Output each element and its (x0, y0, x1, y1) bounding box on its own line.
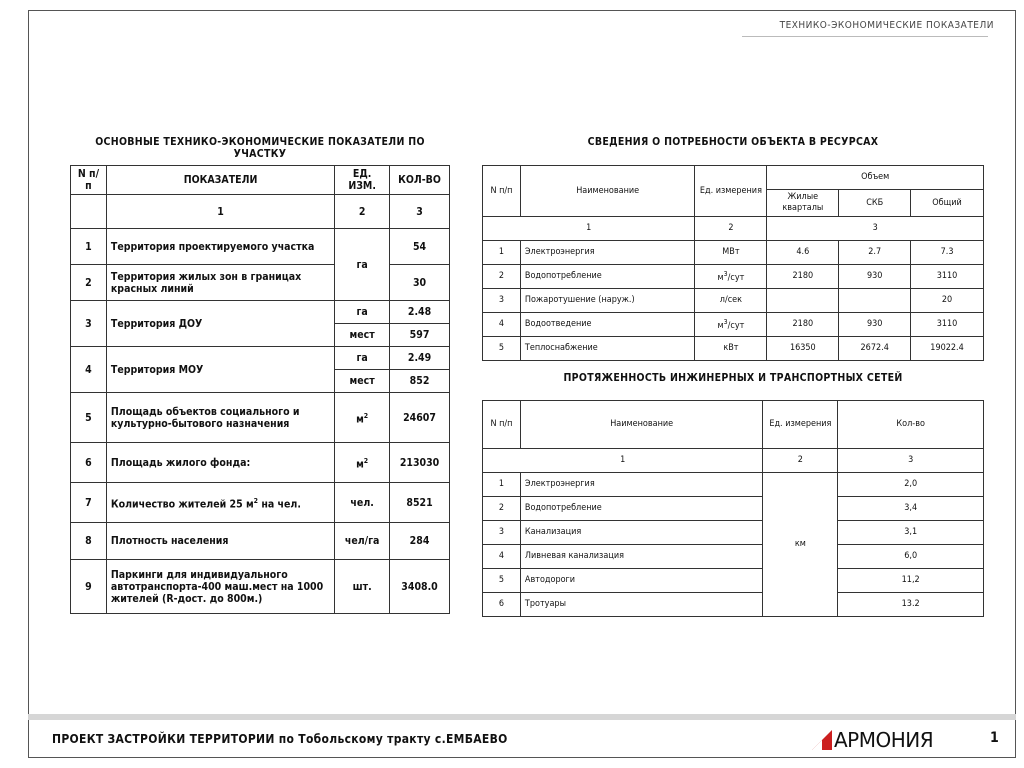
unit-cell: км (763, 473, 838, 617)
table-row (483, 241, 984, 265)
table-header-row (483, 401, 984, 449)
col-indicator-header: ПОКАЗАТЕЛИ (106, 166, 334, 195)
table-row (483, 497, 984, 521)
col-number-header: N п/п (483, 401, 521, 449)
title-block-band (28, 714, 1016, 720)
logo-triangle-icon (812, 730, 832, 750)
main-indicators-table (70, 165, 450, 614)
value-cell: 284 (390, 523, 450, 560)
project-title: ПРОЕКТ ЗАСТРОЙКИ ТЕРРИТОРИИ по Тобольскому тракту с.ЕМБАЕВО (52, 732, 508, 746)
table-index-row (483, 449, 984, 473)
unit-cell (335, 393, 390, 443)
value-cell: 930 (839, 313, 911, 337)
row-number: 9 (71, 560, 107, 614)
value-cell: 3,1 (838, 521, 984, 545)
row-number: 3 (71, 301, 107, 347)
unit-cell: га (335, 347, 390, 370)
unit-text: м (356, 458, 364, 471)
index-cell: 3 (390, 195, 450, 229)
indicator-name-text: Количество жителей 25 м (110, 498, 254, 511)
table-row (483, 521, 984, 545)
index-cell: 1 (106, 195, 334, 229)
unit-cell: МВт (695, 241, 767, 265)
row-number: 1 (71, 229, 107, 265)
network-name: Автодороги (520, 569, 763, 593)
row-number: 4 (71, 347, 107, 393)
table-row (71, 443, 450, 483)
unit-superscript: 2 (363, 456, 369, 465)
col-quantity-header: Кол-во (838, 401, 984, 449)
table-row (483, 265, 984, 289)
resources-table (482, 165, 984, 361)
indicator-name: Плотность населения (106, 523, 334, 560)
table-row (71, 229, 450, 265)
row-number: 5 (483, 569, 521, 593)
network-name: Ливневая канализация (520, 545, 763, 569)
row-number: 2 (71, 265, 107, 301)
table-header-row (483, 166, 984, 190)
table-row (71, 523, 450, 560)
indicator-name: Территория проектируемого участка (106, 229, 334, 265)
row-number: 2 (483, 497, 521, 521)
value-cell: 2672.4 (839, 337, 911, 361)
unit-text: м (717, 273, 724, 283)
col-total-header: Общий (911, 190, 984, 217)
row-number: 6 (483, 593, 521, 617)
index-cell: 1 (483, 449, 763, 473)
value-cell: 213030 (390, 443, 450, 483)
table-row (483, 473, 984, 497)
value-cell: 2180 (767, 313, 839, 337)
row-number: 5 (71, 393, 107, 443)
value-cell (767, 289, 839, 313)
value-cell: 2,0 (838, 473, 984, 497)
value-cell: 2.48 (390, 301, 450, 324)
unit-cell: мест (335, 324, 390, 347)
value-cell: 2180 (767, 265, 839, 289)
unit-text: м (356, 413, 364, 426)
unit-cell: мест (335, 370, 390, 393)
table-row (71, 301, 450, 324)
row-number: 1 (483, 473, 521, 497)
row-number: 7 (71, 483, 107, 523)
networks-table (482, 400, 984, 617)
value-cell: 8521 (390, 483, 450, 523)
unit-cell: чел. (335, 483, 390, 523)
network-name: Водопотребление (520, 497, 763, 521)
value-cell: 3408.0 (390, 560, 450, 614)
value-cell: 54 (390, 229, 450, 265)
table-row (483, 593, 984, 617)
unit-cell: га (335, 301, 390, 324)
table1-caption: ОСНОВНЫЕ ТЕХНИКО-ЭКОНОМИЧЕСКИЕ ПОКАЗАТЕЛИ ПО УЧАСТКУ (95, 136, 425, 160)
table-index-row (483, 217, 984, 241)
indicator-superscript: 2 (253, 496, 259, 505)
value-cell: 19022.4 (911, 337, 984, 361)
unit-cell: кВт (695, 337, 767, 361)
value-cell: 24607 (390, 393, 450, 443)
company-logo (812, 726, 933, 754)
value-cell: 7.3 (911, 241, 984, 265)
row-number: 4 (483, 545, 521, 569)
row-number: 3 (483, 289, 521, 313)
unit-cell (695, 265, 767, 289)
unit-cell: л/сек (695, 289, 767, 313)
indicator-name: Территория МОУ (106, 347, 334, 393)
resource-name: Водопотребление (520, 265, 695, 289)
unit-superscript: 2 (363, 411, 369, 420)
table-row (483, 337, 984, 361)
table-row (71, 265, 450, 301)
col-skb-header: СКБ (839, 190, 911, 217)
col-unit-header: ЕД. ИЗМ. (335, 166, 390, 195)
indicator-name: Территория ДОУ (106, 301, 334, 347)
col-name-header: Наименование (520, 401, 763, 449)
network-name: Тротуары (520, 593, 763, 617)
resource-name: Теплоснабжение (520, 337, 695, 361)
unit-text: м (717, 321, 724, 331)
table2-caption: СВЕДЕНИЯ О ПОТРЕБНОСТИ ОБЪЕКТА В РЕСУРСАХ (587, 136, 879, 148)
unit-text: /сут (727, 273, 745, 283)
value-cell: 597 (390, 324, 450, 347)
index-cell: 2 (763, 449, 838, 473)
network-name: Электроэнергия (520, 473, 763, 497)
value-cell: 13.2 (838, 593, 984, 617)
network-name: Канализация (520, 521, 763, 545)
col-residential-header: Жилые кварталы (767, 190, 839, 217)
unit-text: /сут (727, 321, 745, 331)
indicator-name: Территория жилых зон в границах красных линий (106, 265, 334, 301)
row-number: 4 (483, 313, 521, 337)
value-cell: 6,0 (838, 545, 984, 569)
table-row (71, 347, 450, 370)
index-cell: 3 (767, 217, 984, 241)
sheet-title: ТЕХНИКО-ЭКОНОМИЧЕСКИЕ ПОКАЗАТЕЛИ (779, 20, 994, 31)
col-unit-header: Ед. измерения (695, 166, 767, 217)
table-row (483, 313, 984, 337)
indicator-name (106, 483, 334, 523)
table-row (71, 393, 450, 443)
value-cell: 930 (839, 265, 911, 289)
unit-cell (335, 443, 390, 483)
value-cell: 2.49 (390, 347, 450, 370)
col-number-header: N п/п (483, 166, 521, 217)
index-cell: 3 (838, 449, 984, 473)
row-number: 6 (71, 443, 107, 483)
unit-cell: га (335, 229, 390, 301)
value-cell: 4.6 (767, 241, 839, 265)
logo-text: АРМОНИЯ (834, 728, 934, 752)
row-number: 8 (71, 523, 107, 560)
table-row (483, 545, 984, 569)
col-name-header: Наименование (520, 166, 695, 217)
col-unit-header: Ед. измерения (763, 401, 838, 449)
value-cell: 2.7 (839, 241, 911, 265)
value-cell: 3110 (911, 313, 984, 337)
table-header-row (71, 166, 450, 195)
unit-superscript: 3 (723, 270, 728, 278)
index-cell: 2 (335, 195, 390, 229)
unit-cell: чел/га (335, 523, 390, 560)
value-cell: 30 (390, 265, 450, 301)
table3-caption: ПРОТЯЖЕННОСТЬ ИНЖИНЕРНЫХ И ТРАНСПОРТНЫХ СЕТЕЙ (563, 372, 903, 384)
table-row (71, 483, 450, 523)
indicator-name: Площадь объектов социального и культурно-бытового назначения (106, 393, 334, 443)
indicator-name-text: на чел. (258, 498, 301, 511)
row-number: 1 (483, 241, 521, 265)
value-cell: 16350 (767, 337, 839, 361)
unit-cell: шт. (335, 560, 390, 614)
index-cell: 2 (695, 217, 767, 241)
unit-cell (695, 313, 767, 337)
resource-name: Электроэнергия (520, 241, 695, 265)
table-row (71, 560, 450, 614)
table-row (483, 289, 984, 313)
col-quantity-header: КОЛ-ВО (390, 166, 450, 195)
value-cell: 11,2 (838, 569, 984, 593)
indicator-name: Паркинги для индивидуального автотранспорта-400 маш.мест на 1000 жителей (R-дост. до 800м.) (106, 560, 334, 614)
blank-cell (71, 195, 107, 229)
table-row (483, 569, 984, 593)
row-number: 5 (483, 337, 521, 361)
page-number: 1 (990, 730, 999, 746)
sheet-title-line (742, 36, 988, 37)
indicator-name: Площадь жилого фонда: (106, 443, 334, 483)
resource-name: Водоотведение (520, 313, 695, 337)
table-index-row (71, 195, 450, 229)
row-number: 2 (483, 265, 521, 289)
col-number-header: N п/п (71, 166, 107, 195)
value-cell: 3110 (911, 265, 984, 289)
value-cell: 852 (390, 370, 450, 393)
index-cell: 1 (483, 217, 695, 241)
resource-name: Пожаротушение (наруж.) (520, 289, 695, 313)
value-cell: 20 (911, 289, 984, 313)
unit-superscript: 3 (723, 318, 728, 326)
value-cell: 3,4 (838, 497, 984, 521)
col-volume-header: Объем (767, 166, 984, 190)
row-number: 3 (483, 521, 521, 545)
value-cell (839, 289, 911, 313)
